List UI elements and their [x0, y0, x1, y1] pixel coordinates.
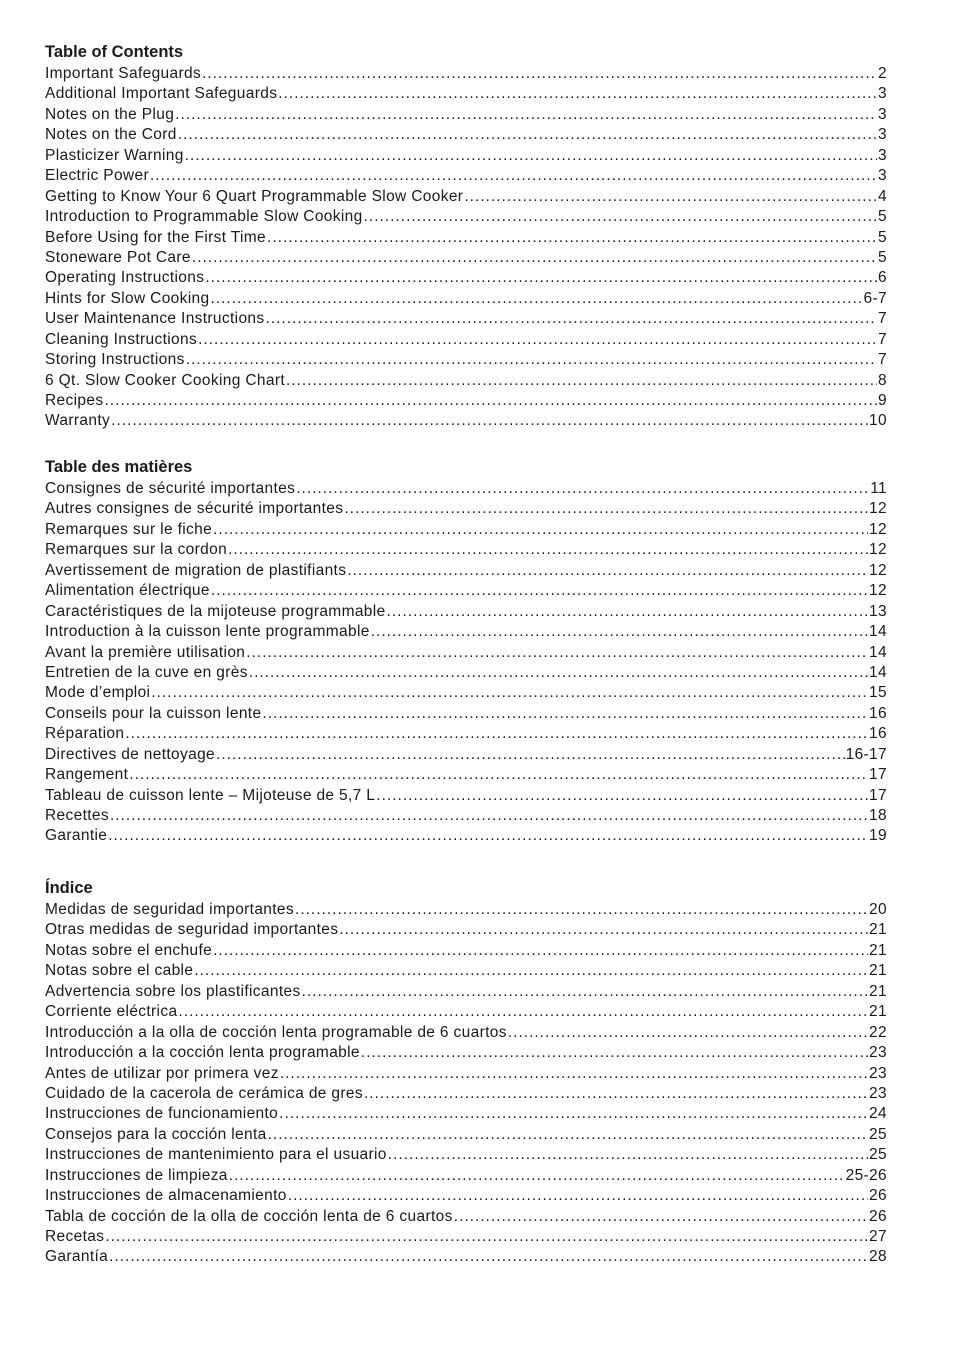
dot-leader: [175, 105, 877, 125]
dot-leader: [213, 941, 868, 961]
toc-entry-page-number: 21: [869, 1003, 887, 1021]
toc-entry-label: Autres consignes de sécurité importantes: [45, 500, 344, 518]
toc-entry: [45, 1227, 887, 1247]
toc-entry-page-number: 5: [878, 248, 887, 266]
toc-entry-page-number: 7: [878, 330, 887, 348]
toc-entry-page-number: 24: [869, 1105, 887, 1123]
dot-leader: [262, 704, 868, 724]
toc-entry-page-number: 22: [869, 1023, 887, 1041]
toc-entry: [45, 1186, 887, 1206]
toc-entry-page-number: 12: [869, 541, 887, 559]
toc-entry-page-number: 10: [869, 412, 887, 430]
toc-entry-label: 6 Qt. Slow Cooker Cooking Chart: [45, 371, 286, 389]
toc-entry-label: Getting to Know Your 6 Quart Programmable Slow Cooker: [45, 187, 464, 205]
dot-leader: [213, 520, 868, 540]
toc-entry-page-number: 21: [869, 921, 887, 939]
toc-entry-page-number: 7: [878, 351, 887, 369]
toc-entry-label: Notas sobre el cable: [45, 962, 194, 980]
dot-leader: [186, 350, 877, 370]
dot-leader: [109, 1247, 868, 1267]
dot-leader: [376, 786, 868, 806]
toc-entry-label: Entretien de la cuve en grès: [45, 663, 248, 681]
toc-entry-page-number: 21: [869, 962, 887, 980]
toc-entry: [45, 371, 887, 391]
dot-leader: [279, 1104, 868, 1124]
toc-entry: [45, 350, 887, 370]
toc-entry: [45, 520, 887, 540]
toc-entry: [45, 765, 887, 785]
toc-entry-page-number: 25: [869, 1146, 887, 1164]
toc-entry-label: Plasticizer Warning: [45, 146, 184, 164]
toc-entry: [45, 391, 887, 411]
toc-entry-label: Conseils pour la cuisson lente: [45, 704, 262, 722]
dot-leader: [105, 1227, 868, 1247]
toc-entry: [45, 602, 887, 622]
dot-leader: [347, 561, 868, 581]
toc-entry: [45, 499, 887, 519]
toc-entry-page-number: 17: [869, 786, 887, 804]
dot-leader: [286, 371, 877, 391]
dot-leader: [361, 1043, 868, 1063]
toc-section-french: [45, 456, 887, 847]
dot-leader: [371, 622, 868, 642]
dot-leader: [178, 125, 877, 145]
toc-entry: [45, 479, 887, 499]
toc-entry-page-number: 16: [869, 704, 887, 722]
toc-entry-page-number: 28: [869, 1248, 887, 1266]
toc-entry-page-number: 23: [869, 1084, 887, 1102]
toc-entry: [45, 900, 887, 920]
toc-entry: [45, 268, 887, 288]
dot-leader: [280, 1064, 868, 1084]
toc-entry-page-number: 14: [869, 643, 887, 661]
toc-entry-label: Remarques sur le fiche: [45, 520, 213, 538]
toc-entry: [45, 786, 887, 806]
toc-entry-label: Recipes: [45, 392, 104, 409]
toc-entry-page-number: 12: [869, 582, 887, 600]
dot-leader: [295, 900, 868, 920]
toc-entry: [45, 105, 887, 125]
toc-entry: [45, 1002, 887, 1022]
dot-leader: [108, 826, 868, 846]
toc-entry: [45, 248, 887, 268]
toc-entry-page-number: 16-17: [845, 745, 887, 763]
dot-leader: [266, 309, 878, 329]
toc-entry-label: Recettes: [45, 807, 109, 824]
dot-leader: [364, 1084, 868, 1104]
dot-leader: [211, 581, 868, 601]
toc-entry: [45, 1104, 887, 1124]
toc-entry-label: Introduction à la cuisson lente programmable: [45, 623, 370, 641]
toc-entry-page-number: 12: [869, 500, 887, 518]
dot-leader: [246, 643, 868, 663]
toc-entry-label: Réparation: [45, 725, 125, 743]
toc-entry: [45, 663, 887, 683]
toc-entry-label: Tableau de cuisson lente – Mijoteuse de 5,7 L: [45, 786, 376, 804]
toc-entry-label: Introducción a la olla de cocción lenta programable de 6 cuartos: [45, 1023, 507, 1041]
toc-entry-label: Caractéristiques de la mijoteuse programmable: [45, 602, 386, 620]
toc-entry-label: Consignes de sécurité importantes: [45, 480, 296, 497]
toc-entry: [45, 1043, 887, 1063]
dot-leader: [104, 391, 877, 411]
toc-entry: [45, 1145, 887, 1165]
dot-leader: [339, 920, 868, 940]
toc-entry-label: Cleaning Instructions: [45, 330, 198, 348]
dot-leader: [454, 1207, 868, 1227]
dot-leader: [111, 411, 868, 431]
dot-leader: [387, 602, 869, 622]
dot-leader: [508, 1023, 868, 1043]
toc-entry-page-number: 12: [869, 520, 887, 538]
toc-list: [45, 64, 887, 432]
toc-section-english: [45, 41, 887, 432]
dot-leader: [129, 765, 868, 785]
toc-entry-page-number: 14: [869, 663, 887, 681]
toc-entry: [45, 166, 887, 186]
toc-section-spanish: [45, 877, 887, 1268]
toc-entry-page-number: 3: [878, 126, 887, 144]
toc-entry: [45, 745, 887, 765]
toc-entry-page-number: 5: [878, 228, 887, 246]
toc-entry: [45, 64, 887, 84]
toc-entry: [45, 806, 887, 826]
toc-entry: [45, 1166, 887, 1186]
toc-entry-label: Stoneware Pot Care: [45, 248, 191, 266]
toc-entry: [45, 309, 887, 329]
toc-entry: [45, 561, 887, 581]
toc-entry-page-number: 3: [878, 167, 887, 185]
toc-entry-label: Cuidado de la cacerola de cerámica de gres: [45, 1084, 363, 1102]
dot-leader: [192, 248, 877, 268]
dot-leader: [194, 961, 868, 981]
toc-entry-label: Corriente eléctrica: [45, 1003, 178, 1021]
toc-entry-page-number: 26: [869, 1187, 887, 1205]
toc-entry-page-number: 26: [869, 1207, 887, 1225]
toc-entry: [45, 581, 887, 601]
dot-leader: [364, 207, 877, 227]
dot-leader: [110, 806, 868, 826]
toc-entry-label: Advertencia sobre los plastificantes: [45, 982, 301, 1000]
toc-entry-page-number: 3: [878, 85, 887, 103]
toc-entry: [45, 1023, 887, 1043]
dot-leader: [125, 724, 868, 744]
toc-entry-page-number: 25-26: [845, 1166, 887, 1184]
dot-leader: [344, 499, 868, 519]
dot-leader: [464, 187, 877, 207]
toc-entry-page-number: 20: [869, 901, 887, 918]
section-title: Table of Contents: [45, 43, 184, 61]
toc-entry-label: Notes on the Cord: [45, 126, 177, 144]
toc-entry: [45, 84, 887, 104]
toc-entry-page-number: 12: [869, 561, 887, 579]
section-title: Índice: [45, 879, 93, 897]
toc-entry: [45, 207, 887, 227]
toc-entry-page-number: 9: [878, 392, 887, 409]
dot-leader: [202, 64, 877, 84]
toc-entry: [45, 540, 887, 560]
toc-entry-page-number: 23: [869, 1064, 887, 1082]
toc-entry: [45, 1207, 887, 1227]
toc-entry-label: Otras medidas de seguridad importantes: [45, 921, 339, 939]
toc-entry: [45, 961, 887, 981]
toc-entry-label: Garantía: [45, 1248, 109, 1266]
toc-entry-label: Remarques sur la cordon: [45, 541, 228, 559]
toc-entry-label: Mode d’emploi: [45, 684, 151, 702]
toc-entry: [45, 982, 887, 1002]
toc-entry-label: Before Using for the First Time: [45, 228, 267, 246]
toc-entry-page-number: 5: [878, 208, 887, 226]
toc-entry-label: Avertissement de migration de plastifiants: [45, 561, 347, 579]
toc-entry-label: Alimentation électrique: [45, 582, 210, 600]
toc-entry-label: Instrucciones de limpieza: [45, 1166, 228, 1184]
dot-leader: [288, 1186, 868, 1206]
dot-leader: [228, 540, 868, 560]
toc-entry-page-number: 3: [878, 105, 887, 123]
dot-leader: [229, 1166, 845, 1186]
section-title: Table des matières: [45, 458, 193, 476]
toc-entry-page-number: 25: [869, 1125, 887, 1143]
toc-list: [45, 900, 887, 1268]
toc-entry-page-number: 17: [869, 766, 887, 784]
toc-entry-page-number: 6-7: [863, 289, 887, 307]
toc-entry: [45, 1084, 887, 1104]
toc-entry-label: Notes on the Plug: [45, 105, 175, 123]
toc-entry-label: Hints for Slow Cooking: [45, 289, 210, 307]
toc-entry-label: User Maintenance Instructions: [45, 310, 265, 328]
toc-entry: [45, 330, 887, 350]
toc-entry-page-number: 27: [869, 1228, 887, 1245]
toc-entry: [45, 724, 887, 744]
toc-entry: [45, 228, 887, 248]
dot-leader: [249, 663, 868, 683]
dot-leader: [150, 166, 877, 186]
toc-entry-label: Introduction to Programmable Slow Cooking: [45, 208, 363, 226]
dot-leader: [211, 289, 863, 309]
dot-leader: [302, 982, 868, 1002]
dot-leader: [216, 745, 845, 765]
dot-leader: [268, 1125, 868, 1145]
dot-leader: [388, 1145, 868, 1165]
toc-entry-page-number: 2: [878, 65, 887, 82]
toc-entry-page-number: 13: [869, 602, 887, 620]
toc-entry: [45, 704, 887, 724]
toc-entry-label: Introducción a la cocción lenta programable: [45, 1044, 360, 1062]
toc-entry-label: Important Safeguards: [45, 65, 202, 82]
toc-entry-label: Operating Instructions: [45, 269, 205, 287]
toc-entry-page-number: 21: [869, 982, 887, 1000]
toc-entry-label: Instrucciones de funcionamiento: [45, 1105, 279, 1123]
toc-entry-page-number: 8: [878, 371, 887, 389]
toc-entry-page-number: 21: [869, 941, 887, 959]
dot-leader: [151, 683, 868, 703]
toc-entry-label: Medidas de seguridad importantes: [45, 901, 295, 918]
toc-entry-label: Rangement: [45, 766, 129, 784]
toc-entry-label: Directives de nettoyage: [45, 745, 216, 763]
toc-entry-page-number: 3: [878, 146, 887, 164]
toc-entry-page-number: 15: [869, 684, 887, 702]
toc-entry-label: Instrucciones de mantenimiento para el usuario: [45, 1146, 387, 1164]
toc-list: [45, 479, 887, 847]
toc-entry-label: Consejos para la cocción lenta: [45, 1125, 267, 1143]
dot-leader: [178, 1002, 868, 1022]
toc-entry: [45, 920, 887, 940]
toc-entry-label: Antes de utilizar por primera vez: [45, 1064, 279, 1082]
toc-entry-label: Instrucciones de almacenamiento: [45, 1187, 287, 1205]
toc-entry-page-number: 18: [869, 807, 887, 824]
toc-entry: [45, 146, 887, 166]
dot-leader: [185, 146, 877, 166]
toc-entry-label: Avant la première utilisation: [45, 643, 246, 661]
dot-leader: [198, 330, 877, 350]
toc-entry-label: Storing Instructions: [45, 351, 185, 369]
toc-entry: [45, 1247, 887, 1267]
toc-entry: [45, 411, 887, 431]
toc-entry: [45, 683, 887, 703]
dot-leader: [278, 84, 877, 104]
toc-entry-page-number: 6: [878, 269, 887, 287]
toc-entry-page-number: 4: [878, 187, 887, 205]
toc-entry: [45, 1125, 887, 1145]
toc-entry: [45, 187, 887, 207]
toc-entry: [45, 941, 887, 961]
toc-entry-label: Warranty: [45, 412, 111, 430]
toc-entry: [45, 622, 887, 642]
dot-leader: [205, 268, 877, 288]
toc-entry-label: Garantie: [45, 827, 108, 845]
toc-entry-label: Notas sobre el enchufe: [45, 941, 213, 959]
toc-entry: [45, 826, 887, 846]
toc-entry-page-number: 7: [878, 310, 887, 328]
toc-entry-label: Recetas: [45, 1228, 105, 1245]
toc-entry-page-number: 16: [869, 725, 887, 743]
toc-entry-label: Additional Important Safeguards: [45, 85, 278, 103]
toc-entry-page-number: 14: [869, 623, 887, 641]
toc-entry: [45, 289, 887, 309]
toc-entry-label: Electric Power: [45, 167, 149, 185]
toc-entry-page-number: 11: [870, 480, 887, 497]
dot-leader: [296, 479, 869, 499]
toc-entry: [45, 125, 887, 145]
toc-entry-label: Tabla de cocción de la olla de cocción lenta de 6 cuartos: [45, 1207, 453, 1225]
toc-entry: [45, 643, 887, 663]
toc-entry-page-number: 23: [869, 1044, 887, 1062]
dot-leader: [267, 228, 877, 248]
toc-entry-page-number: 19: [869, 827, 887, 845]
toc-entry: [45, 1064, 887, 1084]
